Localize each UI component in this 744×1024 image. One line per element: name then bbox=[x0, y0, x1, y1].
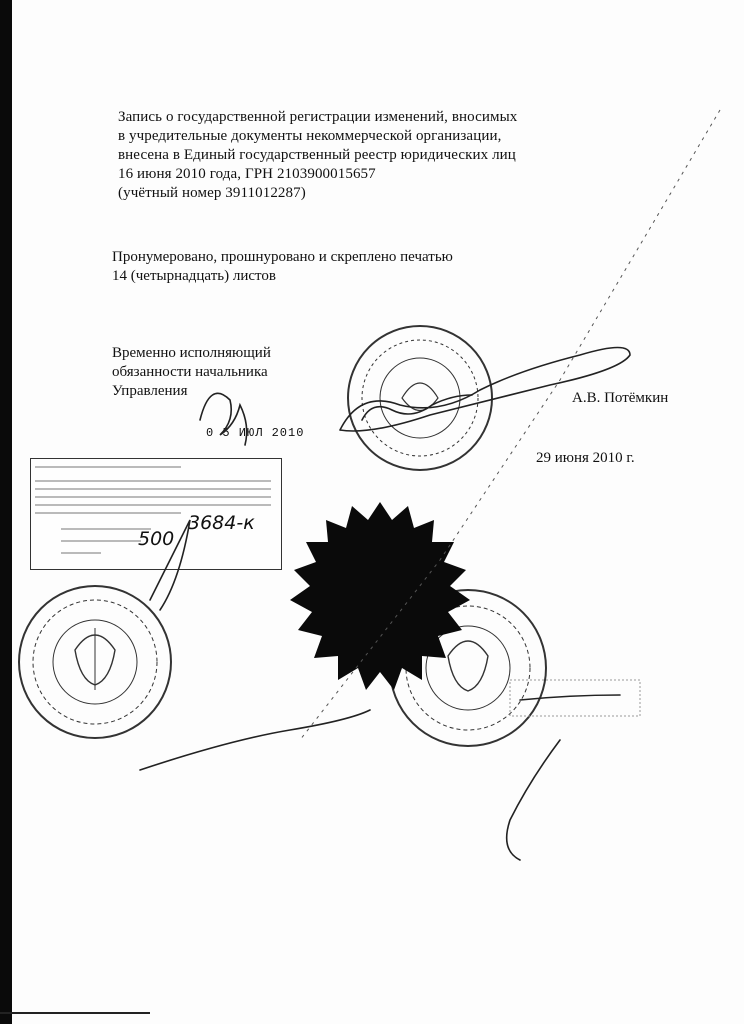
registration-line: (учётный номер 3911012287) bbox=[118, 185, 306, 201]
official-title-line: Временно исполняющий bbox=[112, 345, 271, 361]
registration-line: 16 июня 2010 года, ГРН 2103900015657 bbox=[118, 166, 376, 182]
received-date-stamp: 0 5 ИЮЛ 2010 bbox=[206, 426, 305, 440]
registration-line: в учредительные документы некоммерческой организации, bbox=[118, 128, 502, 144]
binding-line: Пронумеровано, прошнуровано и скреплено печатью bbox=[112, 249, 453, 265]
official-title bbox=[112, 344, 271, 401]
official-name: А.В. Потёмкин bbox=[572, 390, 669, 406]
register-number-handwritten: 3684-к bbox=[188, 512, 255, 534]
official-title-line: обязанности начальника bbox=[112, 364, 268, 380]
scan-edge bbox=[0, 0, 12, 1024]
registration-line: Запись о государственной регистрации изменений, вносимых bbox=[118, 109, 518, 125]
round-seal-left bbox=[19, 586, 171, 738]
registration-line: внесена в Единый государственный реестр юридических лиц bbox=[118, 147, 516, 163]
signature-strokes bbox=[140, 348, 630, 861]
binding-line: 14 (четырнадцать) листов bbox=[112, 268, 276, 284]
official-title-line: Управления bbox=[112, 383, 188, 399]
fold-crease bbox=[300, 110, 720, 740]
registration-record bbox=[118, 108, 517, 203]
binding-note bbox=[112, 248, 453, 286]
round-seal-top bbox=[348, 326, 492, 470]
redaction-mark bbox=[290, 502, 470, 690]
signature-date: 29 июня 2010 г. bbox=[536, 450, 635, 466]
bottom-rule bbox=[0, 1012, 150, 1014]
round-seal-right bbox=[390, 590, 640, 746]
fee-handwritten: 500 bbox=[138, 528, 175, 550]
